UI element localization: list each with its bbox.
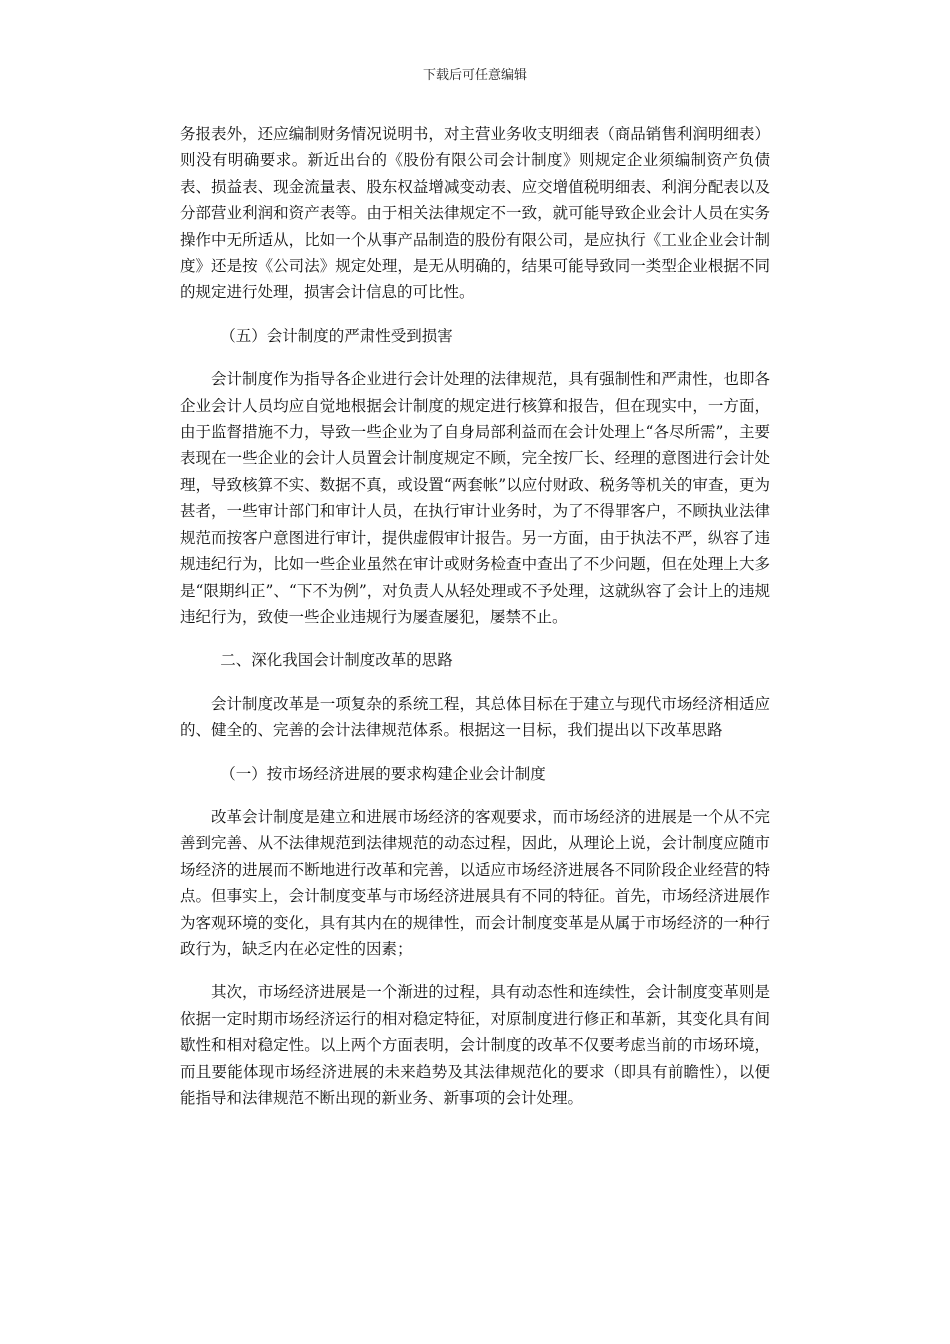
section-heading-2: 二、深化我国会计制度改革的思路 xyxy=(220,651,453,670)
section-heading-5: （五）会计制度的严肃性受到损害 xyxy=(220,326,453,345)
paragraph: 会计制度作为指导各企业进行会计处理的法律规范，具有强制性和严肃性，也即各企业会计人员均应自觉地根据会计制度的规定进行核算和报告，但在现实中，一方面，由于监督措施不力，导致一些企业为了自身局部利益而在会计处理上“各尽所需”，主要表现在一些企业的会计人员置会计制度规定不顾，完全按厂长、经理的意图进行会计处理，导致核算不实、数据不真，或设置“两套帐”以应付财政、税务等机关的审查，更为甚者，一些审计部门和审计人员，在执行审计业务时，为了不得罪客户，不顾执业法律规范而按客户意图进行审计，提供虚假审计报告。另一方面，由于执法不严，纵容了违规违纪行为，比如一些企业虽然在审计或财务检查中查出了不少问题，但在处理上大多是“限期纠正”、“下不为例”，对负责人从轻处理或不予处理，这就纵容了会计上的违规违纪行为，致使一些企业违规行为屡查屡犯，屡禁不止。 xyxy=(180,370,770,626)
paragraph: 改革会计制度是建立和进展市场经济的客观要求，而市场经济的进展是一个从不完善到完善、从不法律规范到法律规范的动态过程，因此，从理论上说，会计制度应随市场经济的进展而不断地进行改革和完善，以适应市场经济进展各不同阶段企业经营的特点。但事实上，会计制度变革与市场经济进展具有不同的特征。首先，市场经济进展作为客观环境的变化，具有其内在的规律性，而会计制度变革是从属于市场经济的一种行政行为，缺乏内在必定性的因素； xyxy=(180,807,770,958)
document-body xyxy=(180,121,770,1111)
paragraph: 会计制度改革是一项复杂的系统工程，其总体目标在于建立与现代市场经济相适应的、健全的、完善的会计法律规范体系。根据这一目标，我们提出以下改革思路 xyxy=(180,694,770,740)
paragraph-continued: 务报表外，还应编制财务情况说明书，对主营业务收支明细表（商品销售利润明细表）则没有明确要求。新近出台的《股份有限公司会计制度》则规定企业须编制资产负债表、损益表、现金流量表、股东权益增减变动表、应交增值税明细表、利润分配表以及分部营业利润和资产表等。由于相关法律规定不一致，就可能导致企业会计人员在实务操作中无所适从，比如一个从事产品制造的股份有限公司，是应执行《工业企业会计制度》还是按《公司法》规定处理，是无从明确的，结果可能导致同一类型企业根据不同的规定进行处理，损害会计信息的可比性。 xyxy=(180,125,770,302)
subsection-heading-1: （一）按市场经济进展的要求构建企业会计制度 xyxy=(220,764,546,783)
paragraph: 其次，市场经济进展是一个渐进的过程，具有动态性和连续性，会计制度变革则是依据一定时期市场经济运行的相对稳定特征，对原制度进行修正和革新，其变化具有间歇性和相对稳定性。以上两个方面表明，会计制度的改革不仅要考虑当前的市场环境，而且要能体现市场经济进展的未来趋势及其法律规范化的要求（即具有前瞻性），以便能指导和法律规范不断出现的新业务、新事项的会计处理。 xyxy=(180,983,770,1107)
page-header: 下载后可任意编辑 xyxy=(422,68,527,83)
